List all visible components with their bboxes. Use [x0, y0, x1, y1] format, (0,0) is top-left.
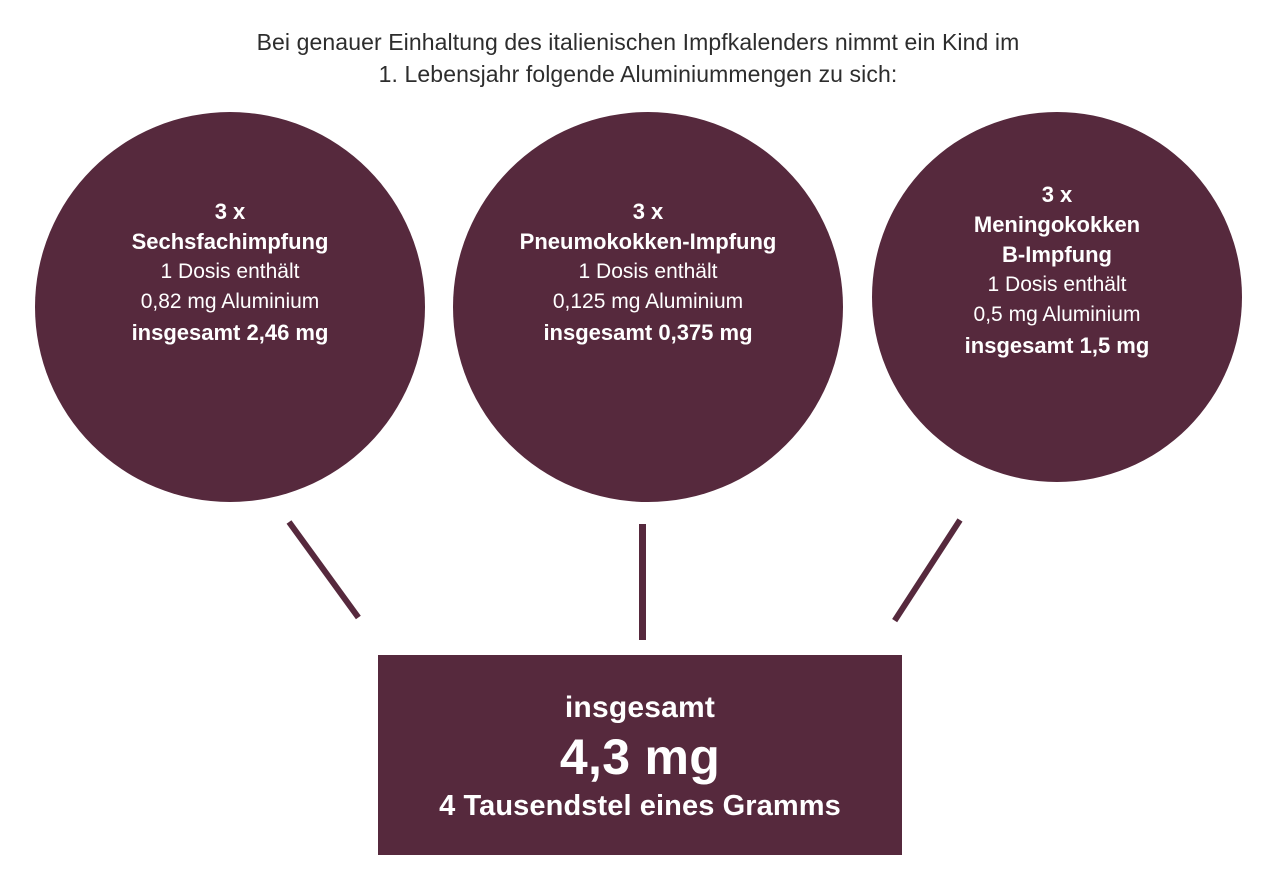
vaccine-total: insgesamt 1,5 mg [964, 333, 1150, 358]
page-title-line-2: 1. Lebensjahr folgende Aluminiummengen zu sich: [378, 61, 898, 87]
vaccine-circle-sechsfachimpfung [35, 112, 425, 502]
total-value: 4,3 mg [559, 729, 721, 785]
vaccine-count: 3 x [1041, 182, 1073, 207]
vaccine-circle-pneumokokken [453, 112, 843, 502]
vaccine-name: Sechsfachimpfung [131, 229, 329, 254]
total-summary-box [378, 655, 902, 855]
dose-value: 0,82 mg Aluminium [140, 290, 320, 313]
connector-line-left [287, 520, 361, 619]
vaccine-circle-meningokokken-b [872, 112, 1242, 482]
total-label: insgesamt [564, 691, 716, 724]
vaccine-count: 3 x [632, 199, 664, 224]
dose-label: 1 Dosis enthält [160, 260, 300, 283]
connector-line-middle [639, 524, 646, 640]
vaccine-count: 3 x [214, 199, 246, 224]
vaccine-total: insgesamt 0,375 mg [543, 320, 753, 345]
vaccine-name-line-1: Meningokokken [973, 212, 1141, 237]
vaccine-total: insgesamt 2,46 mg [131, 320, 329, 345]
total-subtitle: 4 Tausendstel eines Gramms [439, 790, 841, 822]
connector-line-right [892, 518, 962, 622]
dose-label: 1 Dosis enthält [987, 273, 1127, 296]
dose-value: 0,125 mg Aluminium [552, 290, 744, 313]
page-title-line-1: Bei genauer Einhaltung des italienischen Impfkalenders nimmt ein Kind im [256, 29, 1020, 55]
dose-value: 0,5 mg Aluminium [973, 303, 1141, 326]
page-title [0, 26, 1276, 90]
vaccine-name-line-2: B-Impfung [1002, 242, 1112, 267]
vaccine-name: Pneumokokken-Impfung [519, 229, 777, 254]
dose-label: 1 Dosis enthält [578, 260, 718, 283]
